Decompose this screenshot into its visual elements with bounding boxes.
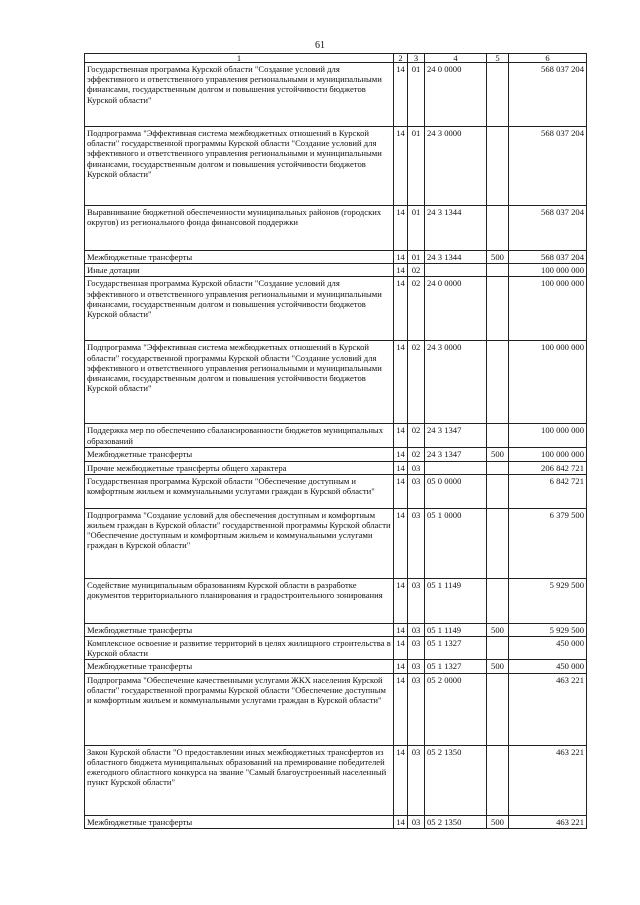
amount: 6 842 721 bbox=[509, 474, 587, 508]
table-row bbox=[85, 474, 587, 508]
table-row bbox=[85, 448, 587, 461]
budget-table bbox=[84, 53, 587, 829]
row-name: Межбюджетные трансферты bbox=[85, 815, 394, 828]
amount: 6 379 500 bbox=[509, 508, 587, 578]
page-number: 61 bbox=[315, 40, 325, 51]
section-code: 14 bbox=[394, 63, 408, 127]
amount: 5 929 500 bbox=[509, 578, 587, 623]
expense-type-code bbox=[487, 264, 509, 277]
target-article-code: 24 3 0000 bbox=[425, 341, 487, 424]
column-header: 6 bbox=[509, 54, 587, 63]
subsection-code: 02 bbox=[408, 277, 425, 341]
expense-type-code bbox=[487, 424, 509, 448]
column-header: 1 bbox=[85, 54, 394, 63]
row-name: Комплексное освоение и развитие территорий в целях жилищного строительства в Курской области bbox=[85, 637, 394, 660]
section-code: 14 bbox=[394, 660, 408, 673]
section-code: 14 bbox=[394, 341, 408, 424]
expense-type-code bbox=[487, 461, 509, 474]
target-article-code: 05 2 1350 bbox=[425, 745, 487, 815]
target-article-code: 05 1 1327 bbox=[425, 637, 487, 660]
section-code: 14 bbox=[394, 264, 408, 277]
amount: 100 000 000 bbox=[509, 264, 587, 277]
amount: 463 221 bbox=[509, 673, 587, 745]
expense-type-code bbox=[487, 341, 509, 424]
row-name: Межбюджетные трансферты bbox=[85, 660, 394, 673]
amount: 100 000 000 bbox=[509, 424, 587, 448]
table-row bbox=[85, 815, 587, 828]
table-row bbox=[85, 127, 587, 206]
target-article-code: 05 1 1327 bbox=[425, 660, 487, 673]
amount: 568 037 204 bbox=[509, 251, 587, 264]
target-article-code bbox=[425, 461, 487, 474]
table-row bbox=[85, 424, 587, 448]
target-article-code: 24 3 1344 bbox=[425, 206, 487, 251]
section-code: 14 bbox=[394, 815, 408, 828]
expense-type-code bbox=[487, 578, 509, 623]
expense-type-code: 500 bbox=[487, 660, 509, 673]
row-name: Подпрограмма "Эффективная система межбюджетных отношений в Курской области" государственной программы Курской области "Создание условий для эффективного и ответственного управления региональными и муниципальными финансами, государственным долгом и повышения устойчивости бюджетов Курской области" bbox=[85, 341, 394, 424]
table-row bbox=[85, 637, 587, 660]
amount: 463 221 bbox=[509, 815, 587, 828]
section-code: 14 bbox=[394, 461, 408, 474]
target-article-code: 24 3 1347 bbox=[425, 448, 487, 461]
amount: 568 037 204 bbox=[509, 206, 587, 251]
amount: 5 929 500 bbox=[509, 623, 587, 636]
section-code: 14 bbox=[394, 127, 408, 206]
expense-type-code: 500 bbox=[487, 623, 509, 636]
target-article-code: 24 0 0000 bbox=[425, 277, 487, 341]
row-name: Государственная программа Курской области "Создание условий для эффективного и ответственного управления региональными и муниципальными финансами, государственным долгом и повышения устойчивости бюджетов Курской области" bbox=[85, 63, 394, 127]
column-header: 4 bbox=[425, 54, 487, 63]
column-header: 2 bbox=[394, 54, 408, 63]
table-header-row bbox=[85, 54, 587, 63]
section-code: 14 bbox=[394, 448, 408, 461]
row-name: Содействие муниципальным образованиям Курской области в разработке документов территориального планирования и градостроительного зонирования bbox=[85, 578, 394, 623]
row-name: Государственная программа Курской области "Создание условий для эффективного и ответственного управления региональными и муниципальными финансами, государственным долгом и повышения устойчивости бюджетов Курской области" bbox=[85, 277, 394, 341]
expense-type-code bbox=[487, 474, 509, 508]
target-article-code: 05 0 0000 bbox=[425, 474, 487, 508]
table-row bbox=[85, 251, 587, 264]
row-name: Межбюджетные трансферты bbox=[85, 448, 394, 461]
target-article-code: 24 3 0000 bbox=[425, 127, 487, 206]
expense-type-code bbox=[487, 277, 509, 341]
expense-type-code: 500 bbox=[487, 251, 509, 264]
target-article-code: 05 2 0000 bbox=[425, 673, 487, 745]
row-name: Межбюджетные трансферты bbox=[85, 251, 394, 264]
subsection-code: 03 bbox=[408, 673, 425, 745]
table-row bbox=[85, 264, 587, 277]
section-code: 14 bbox=[394, 623, 408, 636]
target-article-code: 05 1 0000 bbox=[425, 508, 487, 578]
subsection-code: 03 bbox=[408, 745, 425, 815]
subsection-code: 03 bbox=[408, 461, 425, 474]
subsection-code: 02 bbox=[408, 341, 425, 424]
expense-type-code bbox=[487, 508, 509, 578]
table-row bbox=[85, 578, 587, 623]
expense-type-code: 500 bbox=[487, 815, 509, 828]
subsection-code: 03 bbox=[408, 637, 425, 660]
table-row bbox=[85, 461, 587, 474]
row-name: Выравнивание бюджетной обеспеченности муниципальных районов (городских округов) из регионального фонда финансовой поддержки bbox=[85, 206, 394, 251]
row-name: Подпрограмма "Обеспечение качественными услугами ЖКХ населения Курской области" государственной программы Курской области "Обеспечение доступным и комфортным жильем и коммунальными услугами граждан в Курской области" bbox=[85, 673, 394, 745]
amount: 450 000 bbox=[509, 637, 587, 660]
amount: 100 000 000 bbox=[509, 448, 587, 461]
expense-type-code: 500 bbox=[487, 448, 509, 461]
subsection-code: 02 bbox=[408, 264, 425, 277]
expense-type-code bbox=[487, 637, 509, 660]
row-name: Закон Курской области "О предоставлении иных межбюджетных трансфертов из областного бюджета муниципальных образований на премирование победителей ежегодного областного конкурса на звание "Самый благоустроенный населенный пункт Курской области" bbox=[85, 745, 394, 815]
subsection-code: 02 bbox=[408, 424, 425, 448]
target-article-code: 05 1 1149 bbox=[425, 623, 487, 636]
row-name: Прочие межбюджетные трансферты общего характера bbox=[85, 461, 394, 474]
row-name: Иные дотации bbox=[85, 264, 394, 277]
target-article-code bbox=[425, 264, 487, 277]
section-code: 14 bbox=[394, 745, 408, 815]
table-row bbox=[85, 206, 587, 251]
section-code: 14 bbox=[394, 637, 408, 660]
row-name: Поддержка мер по обеспечению сбалансированности бюджетов муниципальных образований bbox=[85, 424, 394, 448]
amount: 568 037 204 bbox=[509, 127, 587, 206]
section-code: 14 bbox=[394, 206, 408, 251]
subsection-code: 01 bbox=[408, 206, 425, 251]
subsection-code: 03 bbox=[408, 578, 425, 623]
target-article-code: 05 1 1149 bbox=[425, 578, 487, 623]
table-row bbox=[85, 63, 587, 127]
table-row bbox=[85, 277, 587, 341]
table-row bbox=[85, 745, 587, 815]
target-article-code: 24 3 1347 bbox=[425, 424, 487, 448]
column-header: 5 bbox=[487, 54, 509, 63]
target-article-code: 24 0 0000 bbox=[425, 63, 487, 127]
subsection-code: 03 bbox=[408, 815, 425, 828]
section-code: 14 bbox=[394, 277, 408, 341]
table-row bbox=[85, 508, 587, 578]
amount: 568 037 204 bbox=[509, 63, 587, 127]
amount: 100 000 000 bbox=[509, 341, 587, 424]
table-row bbox=[85, 673, 587, 745]
row-name: Межбюджетные трансферты bbox=[85, 623, 394, 636]
section-code: 14 bbox=[394, 424, 408, 448]
section-code: 14 bbox=[394, 578, 408, 623]
expense-type-code bbox=[487, 63, 509, 127]
table-row bbox=[85, 623, 587, 636]
section-code: 14 bbox=[394, 508, 408, 578]
subsection-code: 03 bbox=[408, 660, 425, 673]
expense-type-code bbox=[487, 206, 509, 251]
subsection-code: 01 bbox=[408, 127, 425, 206]
expense-type-code bbox=[487, 745, 509, 815]
table-row bbox=[85, 660, 587, 673]
amount: 206 842 721 bbox=[509, 461, 587, 474]
row-name: Подпрограмма "Эффективная система межбюджетных отношений в Курской области" государственной программы Курской области "Создание условий для эффективного и ответственного управления региональными и муниципальными финансами, государственным долгом и повышения устойчивости бюджетов Курской области" bbox=[85, 127, 394, 206]
target-article-code: 24 3 1344 bbox=[425, 251, 487, 264]
section-code: 14 bbox=[394, 673, 408, 745]
subsection-code: 01 bbox=[408, 63, 425, 127]
subsection-code: 03 bbox=[408, 474, 425, 508]
section-code: 14 bbox=[394, 474, 408, 508]
row-name: Государственная программа Курской области "Обеспечение доступным и комфортным жильем и коммунальными услугами граждан в Курской области" bbox=[85, 474, 394, 508]
section-code: 14 bbox=[394, 251, 408, 264]
subsection-code: 02 bbox=[408, 448, 425, 461]
target-article-code: 05 2 1350 bbox=[425, 815, 487, 828]
column-header: 3 bbox=[408, 54, 425, 63]
subsection-code: 01 bbox=[408, 251, 425, 264]
expense-type-code bbox=[487, 673, 509, 745]
amount: 100 000 000 bbox=[509, 277, 587, 341]
subsection-code: 03 bbox=[408, 508, 425, 578]
subsection-code: 03 bbox=[408, 623, 425, 636]
expense-type-code bbox=[487, 127, 509, 206]
amount: 463 221 bbox=[509, 745, 587, 815]
amount: 450 000 bbox=[509, 660, 587, 673]
row-name: Подпрограмма "Создание условий для обеспечения доступным и комфортным жильем граждан в Курской области" государственной программы Курской области "Обеспечение доступным и комфортным жильем и коммунальными услугами граждан в Курской области" bbox=[85, 508, 394, 578]
table-row bbox=[85, 341, 587, 424]
